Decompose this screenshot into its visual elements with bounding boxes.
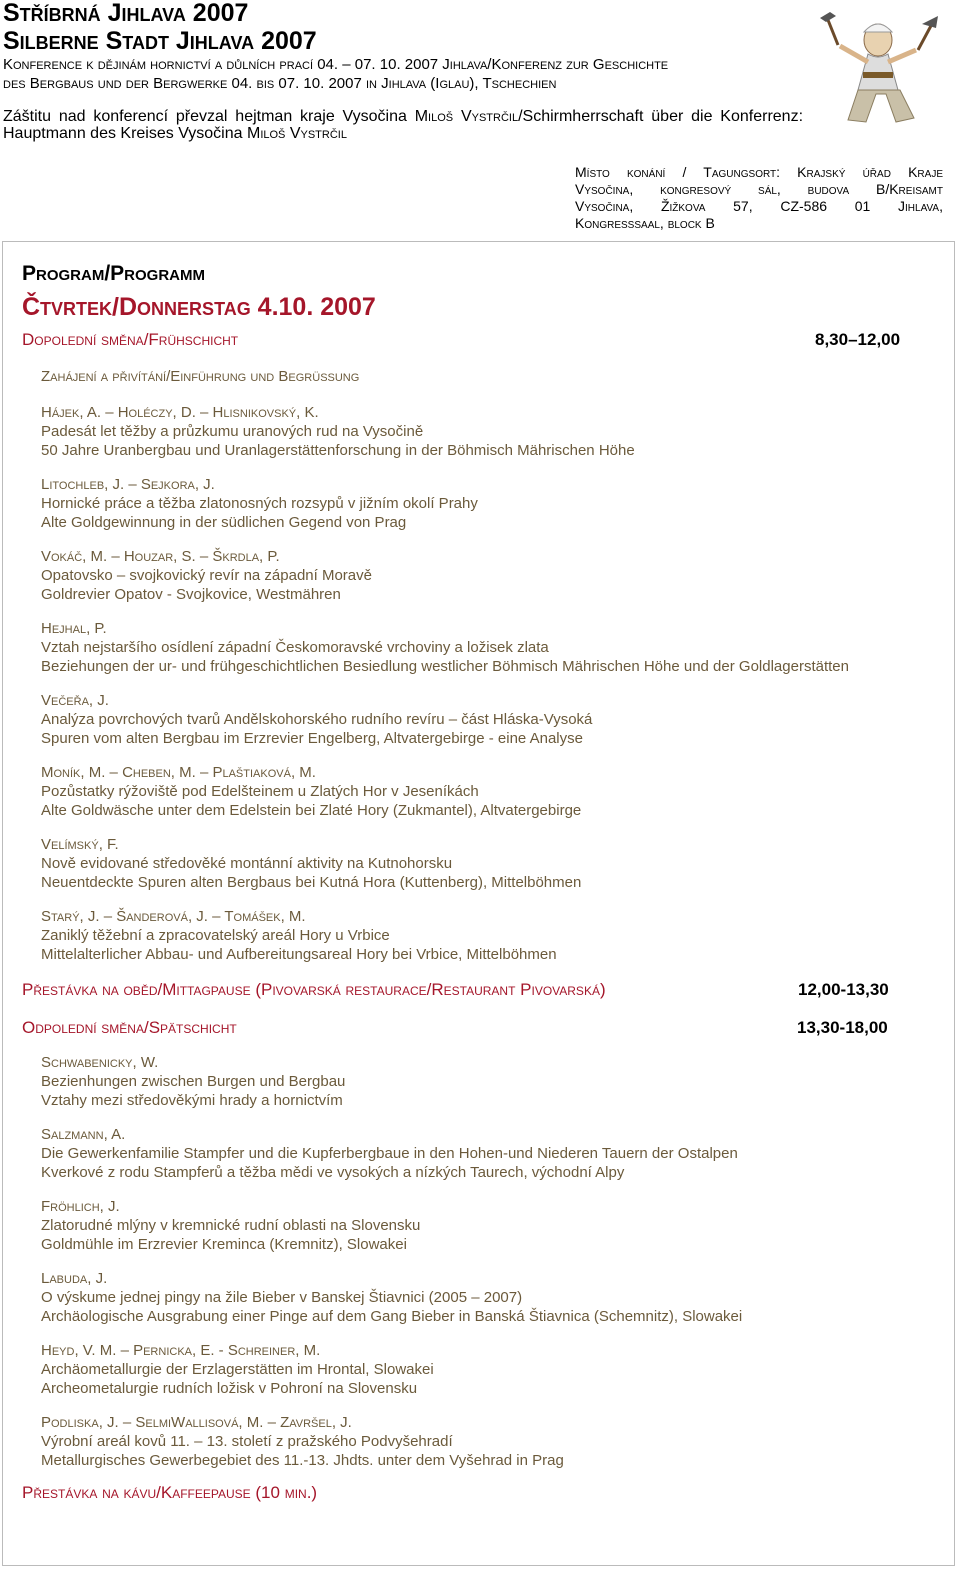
coffee-break-label: Přestávka na kávu/Kaffeepause (10 min.) <box>22 1483 318 1502</box>
lunch-break-label: Přestávka na oběd/Mittagpause (Pivovarská restaurace/Restaurant Pivovarská) <box>22 980 606 999</box>
patron-name-2: Miloš Vystrčil <box>246 125 347 142</box>
program-heading: Program/Programm <box>22 262 205 285</box>
talk-entry: Schwabenicky, W. Bezienhungen zwischen Burgen und Bergbau Vztahy mezi středověkými hrady a hornictvím <box>41 1054 346 1109</box>
miner-mascot-icon <box>818 10 940 128</box>
venue-line: Vysočina, Žižkova 57, CZ-586 01 Jihlava, <box>575 198 943 214</box>
title-de: Silberne Stadt Jihlava 2007 <box>3 27 317 55</box>
afternoon-shift-label: Odpolední směna/Spätschicht <box>22 1018 237 1037</box>
day-heading: Čtvrtek/Donnerstag 4.10. 2007 <box>22 293 376 321</box>
talk-entry: Hájek, A. – Holéczy, D. – Hlisnikovský, K. Padesát let těžby a průzkumu uranových rud na Vysočině 50 Jahre Uranbergbau und Uranlagerstättenforschung in der Böhmisch Mährischen Höhe <box>41 404 635 459</box>
subtitle-line-1: Konference k dějinám hornictví a důlních prací 04. – 07. 10. 2007 Jihlava/Konferenz zur Geschichte <box>3 56 669 73</box>
talk-entry: Starý, J. – Šanderová, J. – Tomášek, M. Zaniklý těžební a zpracovatelský areál Hory u Vrbice Mittelalterlicher Abbau- und Aufbereitungsareal Hory bei Vrbice, Mittelböhmen <box>41 908 557 963</box>
venue-block <box>575 164 943 232</box>
talk-entry: Hejhal, P. Vztah nejstaršího osídlení západní Českomoravské vrchoviny a ložisek zlata Beziehungen der ur- und frühgeschichtlichen Besiedlung westlicher Böhmisch Mährischen Höhe und der Goldlagerstätten <box>41 620 849 675</box>
talk-entry: Salzmann, A. Die Gewerkenfamilie Stampfer und die Kupferbergbaue in den Hohen-und Niederen Tauern der Ostalpen Kverkové z rodu Stampferů a těžba mědi ve vysokých a nízkých Taurech, východní Alpy <box>41 1126 738 1181</box>
afternoon-shift-time: 13,30-18,00 <box>797 1018 888 1037</box>
venue-line: Vysočina, kongresový sál, budova B/Kreisamt <box>575 181 943 197</box>
patronage-text: Záštitu nad konferencí převzal hejtman kraje Vysočina Miloš Vystrčil/Schirmherrschaft über die Konferrenz: Hauptmann des Kreises Vysočina Miloš Vystrčil <box>3 108 804 142</box>
talk-entry: Labuda, J. O výskume jednej pingy na žile Bieber v Banskej Štiavnici (2005 – 2007) Archäologische Ausgrabung einer Pinge auf dem Gang Bieber in Banská Štiavnica (Schemnitz), Slowakei <box>41 1270 743 1325</box>
talk-entry: Heyd, V. M. – Pernicka, E. - Schreiner, M. Archäometallurgie der Erzlagerstätten im Hrontal, Slowakei Archeometalurgie rudních ložisk v Pohroní na Slovensku <box>41 1342 434 1397</box>
talk-entry: Večeřa, J. Analýza povrchových tvarů Andělskohorského rudního revíru – část Hláska-Vysoká Spuren vom alten Bergbau im Erzrevier Engelberg, Altvatergebirge - eine Analyse <box>41 692 593 747</box>
talk-entry: Podliska, J. – SelmiWallisová, M. – Završel, J. Výrobní areál kovů 11. – 13. století z pražského Podvyšehradí Metallurgisches Gewerbegebiet des 11.-13. Jhdts. unter dem Vyšehrad in Prag <box>41 1414 564 1469</box>
subtitle-line-2: des Bergbaus und der Bergwerke 04. bis 07. 10. 2007 in Jihlava (Iglau), Tschechien <box>3 75 557 92</box>
opening-ceremony: Zahájení a přivítání/Einführung und Begrüßung <box>41 368 360 385</box>
talk-entry: Litochleb, J. – Sejkora, J. Hornické práce a těžba zlatonosných rozsypů v jižním okolí Prahy Alte Goldgewinnung in der südlichen Gegend von Prag <box>41 476 478 531</box>
talk-entry: Moník, M. – Cheben, M. – Plaštiaková, M. Pozůstatky rýžoviště pod Edelšteinem u Zlatých Hor v Jeseníkách Alte Goldwäsche unter dem Edelstein bei Zlaté Hory (Zukmantel), Altvatergebirge <box>41 764 582 819</box>
lunch-break-time: 12,00-13,30 <box>798 980 889 999</box>
morning-shift-time: 8,30–12,00 <box>815 330 901 349</box>
morning-shift-label: Dopolední směna/Frühschicht <box>22 330 239 349</box>
patron-name: Miloš Vystrčil <box>414 108 519 125</box>
title-cz: Stříbrná Jihlava 2007 <box>3 0 249 27</box>
talk-entry: Fröhlich, J. Zlatorudné mlýny v kremnické rudní oblasti na Slovensku Goldmühle im Erzrevier Kreminca (Kremnitz), Slowakei <box>41 1198 421 1253</box>
venue-line: Místo konání / Tagungsort: Krajský úřad Kraje <box>575 164 943 180</box>
venue-line: Kongresssaal, block B <box>575 215 715 231</box>
talk-entry: Velímský, F. Nově evidované středověké montánní aktivity na Kutnohorsku Neuentdeckte Spuren alten Bergbaus bei Kutná Hora (Kuttenberg), Mittelböhmen <box>41 836 582 891</box>
talk-entry: Vokáč, M. – Houzar, S. – Škrdla, P. Opatovsko – svojkovický revír na západní Moravě Goldrevier Opatov - Svojkovice, Westmähren <box>41 548 372 603</box>
